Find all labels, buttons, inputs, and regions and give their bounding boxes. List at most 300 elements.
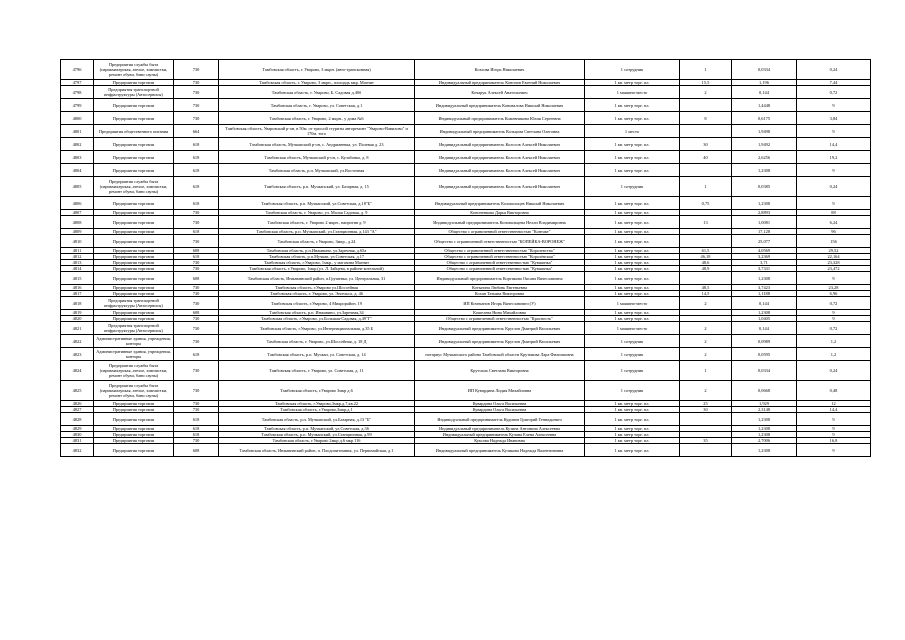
cell-cnt bbox=[680, 444, 732, 457]
cell-code: 730 bbox=[174, 361, 219, 381]
cell-code: 730 bbox=[174, 112, 219, 125]
cell-code: 730 bbox=[174, 86, 219, 99]
cell-type: Предприятия торговли bbox=[94, 285, 174, 291]
cell-id: 4819 bbox=[61, 310, 94, 316]
cell-type: Предприятия торговли bbox=[94, 413, 174, 426]
cell-v2: 1,2 bbox=[797, 335, 871, 348]
cell-code: 618 bbox=[174, 197, 219, 210]
cell-id: 4808 bbox=[61, 216, 94, 229]
cell-cap: 1 кв. метр торг. пл. bbox=[585, 80, 680, 86]
cell-type: Предприятия общественного питания bbox=[94, 125, 174, 138]
cell-addr: Тамбовская область, Мучкапский р-он, с. Кулабовка, д. 8 bbox=[219, 151, 415, 164]
table-row bbox=[61, 86, 871, 99]
cell-v2: 9 bbox=[797, 432, 871, 438]
cell-v2: 0,72 bbox=[797, 297, 871, 310]
cell-v1: 1,2308 bbox=[732, 413, 797, 426]
cell-code: 618 bbox=[174, 164, 219, 177]
cell-cap: 1 кв. метр торг. пл. bbox=[585, 285, 680, 291]
cell-id: 4816 bbox=[61, 285, 94, 291]
cell-type: Предприятия торговли bbox=[94, 164, 174, 177]
cell-v1: 3,7331 bbox=[732, 266, 797, 272]
cell-addr: Тамбовская область, Мучкапский р-он, с. Андрианевка, ул. Полевая д. 23 bbox=[219, 138, 415, 151]
cell-v2: 88 bbox=[797, 210, 871, 216]
cell-id: 4797 bbox=[61, 80, 94, 86]
cell-cap: 1 сотрудник bbox=[585, 381, 680, 401]
cell-addr: Тамбовская область, г. Уварово, Б. Садовая д.40б bbox=[219, 86, 415, 99]
cell-id: 4829 bbox=[61, 426, 94, 432]
cell-owner: Кошелева Нина Михайловна bbox=[415, 310, 585, 316]
cell-v2: 0,72 bbox=[797, 86, 871, 99]
cell-cap: 1 кв. метр торг. пл. bbox=[585, 112, 680, 125]
cell-addr: Тамбовская область, г.Уварово 2мкр д.6 мкр 116 bbox=[219, 438, 415, 444]
cell-type: Предприятия торговли bbox=[94, 316, 174, 322]
cell-type: Предприятия торговли bbox=[94, 197, 174, 210]
cell-v1: 25,077 bbox=[732, 235, 797, 248]
cell-owner: Общество с ограниченной ответственностью "Красность" bbox=[415, 316, 585, 322]
cell-addr: Тамбовская область, г. Уварово 2 мкрн., напротив д. 9 bbox=[219, 216, 415, 229]
cell-addr: Тамбовская область, г.Уварово,3мкр,д.1 bbox=[219, 407, 415, 413]
register-table bbox=[60, 59, 871, 457]
cell-v2: 96 bbox=[797, 229, 871, 235]
cell-code: 730 bbox=[174, 216, 219, 229]
cell-type: Предприятия торговли bbox=[94, 216, 174, 229]
cell-addr: Тамбовская область, р.п. Инжавино, ул.Заречная,34 bbox=[219, 310, 415, 316]
cell-v1: 0,0385 bbox=[732, 177, 797, 197]
table-row bbox=[61, 99, 871, 112]
cell-addr: Тамбовская область, г. Уварово, ул. Советская, д.1 bbox=[219, 99, 415, 112]
table-row bbox=[61, 112, 871, 125]
cell-addr: Тамбовская область, р.п. Мучкапский, ул.Станционная, д.99 bbox=[219, 432, 415, 438]
cell-cap: 1 кв. метр торг. пл. bbox=[585, 438, 680, 444]
cell-cnt bbox=[680, 125, 732, 138]
cell-v2: 14,4 bbox=[797, 407, 871, 413]
cell-v1: 3,71 bbox=[732, 260, 797, 266]
cell-owner: Индивидуальный предприниматель Кудинов Григорий Геннадьевич bbox=[415, 413, 585, 426]
cell-code: 618 bbox=[174, 177, 219, 197]
cell-type: Предприятия торговли bbox=[94, 426, 174, 432]
cell-v1: 2,3148 bbox=[732, 407, 797, 413]
cell-owner: Индивидуальный предприниматель Круглов Дмитрий Васильевич bbox=[415, 335, 585, 348]
cell-code: 618 bbox=[174, 138, 219, 151]
cell-id: 4831 bbox=[61, 438, 94, 444]
table-row bbox=[61, 361, 871, 381]
cell-v2: 9 bbox=[797, 272, 871, 285]
cell-cnt: 35 bbox=[680, 438, 732, 444]
cell-owner: ИП Кочеканов Игорь Вячеславович (У) bbox=[415, 297, 585, 310]
cell-owner: Индивидуальный предприниматель Кононов Евгений Николаевич bbox=[415, 80, 585, 86]
cell-owner: Крутских Светлана Викторовна bbox=[415, 361, 585, 381]
cell-cap: 1 сотрудник bbox=[585, 60, 680, 80]
cell-cap: 1 кв. метр торг. пл. bbox=[585, 316, 680, 322]
cell-v1: 0,0989 bbox=[732, 335, 797, 348]
cell-id: 4799 bbox=[61, 99, 94, 112]
cell-addr: Тамбовская область, р.п.Мучкап, ул.Советская, д.17 bbox=[219, 254, 415, 260]
cell-addr: Тамбовская область, р.п. Мучкапский, ул.Восточная bbox=[219, 164, 415, 177]
cell-owner: ИП Кувардина Лидия Михайловна bbox=[415, 381, 585, 401]
cell-v1: 0,144 bbox=[732, 322, 797, 335]
cell-addr: Тамбовская область, г.Уварово, ул.Большая-Садовая, д.49"Г" bbox=[219, 316, 415, 322]
cell-v2: 9 bbox=[797, 426, 871, 432]
cell-v2: 0,48 bbox=[797, 381, 871, 401]
cell-code: 730 bbox=[174, 210, 219, 216]
cell-cnt: 15,5 bbox=[680, 80, 732, 86]
cell-cap: 1 кв. метр торг. пл. bbox=[585, 235, 680, 248]
cell-v2: 9 bbox=[797, 99, 871, 112]
cell-code: 618 bbox=[174, 426, 219, 432]
cell-id: 4800 bbox=[61, 112, 94, 125]
cell-addr: Тамбовская область, г.Уварово 3мкр д.6 bbox=[219, 381, 415, 401]
cell-owner: Индивидуальный предприниматель Кольцова Светлана Олеговна bbox=[415, 125, 585, 138]
cell-cap: 1 кв. метр торг. пл. bbox=[585, 248, 680, 254]
cell-cnt: 8 bbox=[680, 112, 732, 125]
table-row bbox=[61, 197, 871, 210]
cell-type: Предприятия торговли bbox=[94, 210, 174, 216]
cell-id: 4830 bbox=[61, 432, 94, 438]
cell-addr: Тамбовская область, р.п. Мучкапский, ул. Базарная, д. 15 bbox=[219, 177, 415, 197]
cell-code: 730 bbox=[174, 60, 219, 80]
cell-cap: 1 кв. метр торг. пл. bbox=[585, 210, 680, 216]
cell-cap: 1 кв. метр торг. пл. bbox=[585, 401, 680, 407]
cell-addr: Тамбовская область, г.Уварово ул.Шоссейная bbox=[219, 285, 415, 291]
cell-code: 730 bbox=[174, 291, 219, 297]
cell-owner: Индивидуальный предприниматель Колосов Алексей Николаевич bbox=[415, 151, 585, 164]
cell-code: 730 bbox=[174, 335, 219, 348]
table-row bbox=[61, 235, 871, 248]
cell-owner: Индивидуальный предприниматель Кузина Елена Алексеевна bbox=[415, 432, 585, 438]
cell-type: Предприятия транспортной инфраструктуры (Автосервисы) bbox=[94, 297, 174, 310]
cell-v1: 1,2308 bbox=[732, 426, 797, 432]
cell-addr: Тамбовская область, г. Уварово, ул. Советская, д. 11 bbox=[219, 361, 415, 381]
cell-v1: 1,2308 bbox=[732, 272, 797, 285]
cell-id: 4810 bbox=[61, 235, 94, 248]
cell-v1: 0,0595 bbox=[732, 348, 797, 361]
cell-id: 4809 bbox=[61, 229, 94, 235]
cell-v2: 0,24 bbox=[797, 60, 871, 80]
cell-code: 618 bbox=[174, 413, 219, 426]
cell-code: 618 bbox=[174, 151, 219, 164]
table-row bbox=[61, 272, 871, 285]
table-row bbox=[61, 413, 871, 426]
cell-v1: 1,0405 bbox=[732, 316, 797, 322]
cell-cnt: 14,5 bbox=[680, 291, 732, 297]
cell-cap: 1 машино-место bbox=[585, 86, 680, 99]
cell-v2: 0,72 bbox=[797, 322, 871, 335]
cell-id: 4822 bbox=[61, 335, 94, 348]
cell-id: 4828 bbox=[61, 413, 94, 426]
cell-cap: 1 кв. метр торг. пл. bbox=[585, 164, 680, 177]
cell-cnt: 2 bbox=[680, 335, 732, 348]
cell-code: 618 bbox=[174, 229, 219, 235]
cell-type: Предприятия торговли bbox=[94, 401, 174, 407]
cell-code: 618 bbox=[174, 254, 219, 260]
cell-owner: Индивидуальный предприниматель Коновальцева Нелли Владимировна bbox=[415, 216, 585, 229]
cell-cnt: 2 bbox=[680, 322, 732, 335]
cell-v2: 156 bbox=[797, 235, 871, 248]
cell-owner: Индивидуальный предприниматель Кузина Антонина Алексеевна bbox=[415, 426, 585, 432]
cell-cap: 1 кв. метр торг. пл. bbox=[585, 310, 680, 316]
cell-owner: Общество с ограниченной ответственностью "Королёвская" bbox=[415, 254, 585, 260]
cell-id: 4806 bbox=[61, 197, 94, 210]
cell-code: 730 bbox=[174, 80, 219, 86]
cell-v1: 1,2308 bbox=[732, 197, 797, 210]
cell-code: 730 bbox=[174, 438, 219, 444]
cell-code: 730 bbox=[174, 285, 219, 291]
cell-id: 4821 bbox=[61, 322, 94, 335]
cell-addr: Тамбовская область, р.п. Мучкапский, ул.Станционная, д.143 "А" bbox=[219, 229, 415, 235]
cell-cap: 1 кв. метр торг. пл. bbox=[585, 272, 680, 285]
cell-v2: 9 bbox=[797, 444, 871, 457]
cell-cap: 1 кв. метр торг. пл. bbox=[585, 254, 680, 260]
cell-addr: Тамбовская область, г.Уварово, 1мкр.(ул. Л. Зайцева, в районе котельной) bbox=[219, 266, 415, 272]
table-row bbox=[61, 335, 871, 348]
cell-cap: 1 кв. метр торг. пл. bbox=[585, 229, 680, 235]
cell-code: 730 bbox=[174, 407, 219, 413]
cell-id: 4832 bbox=[61, 444, 94, 457]
cell-cnt bbox=[680, 235, 732, 248]
cell-cap: 1 сотрудник bbox=[585, 335, 680, 348]
cell-v1: 2,8893 bbox=[732, 210, 797, 216]
cell-code: 618 bbox=[174, 348, 219, 361]
cell-owner: Общество с ограниченной ответственностью "Кувшинка" bbox=[415, 260, 585, 266]
cell-cnt: 13 bbox=[680, 216, 732, 229]
cell-type: Предприятия службы быта (парикмахерская, ателье, химчистки, ремонт обуви, бани сауны) bbox=[94, 60, 174, 80]
cell-id: 4815 bbox=[61, 272, 94, 285]
cell-id: 4826 bbox=[61, 401, 94, 407]
cell-cnt: 1 bbox=[680, 361, 732, 381]
cell-type: Предприятия торговли bbox=[94, 432, 174, 438]
cell-v1: 0,0668 bbox=[732, 381, 797, 401]
cell-addr: Тамбовская область, Инжавинский район, п.Грушевка, ул. Центральная, 31 bbox=[219, 272, 415, 285]
cell-v1: 1,196 bbox=[732, 80, 797, 86]
cell-cnt: 2 bbox=[680, 348, 732, 361]
cell-code: 618 bbox=[174, 432, 219, 438]
cell-owner: Общество с ограниченной ответственностью "Королевство" bbox=[415, 248, 585, 254]
cell-type: Предприятия торговли bbox=[94, 254, 174, 260]
cell-cap: 1 кв. метр торг. пл. bbox=[585, 291, 680, 297]
cell-id: 4827 bbox=[61, 407, 94, 413]
cell-cnt: 2 bbox=[680, 297, 732, 310]
cell-id: 4825 bbox=[61, 381, 94, 401]
cell-cnt: 30 bbox=[680, 138, 732, 151]
cell-type: Предприятия торговли bbox=[94, 80, 174, 86]
cell-type: Предприятия торговли bbox=[94, 310, 174, 316]
table-row bbox=[61, 177, 871, 197]
cell-cnt: 48,6 bbox=[680, 260, 732, 266]
cell-addr: Тамбовская область, г. Уварово, ул. Энгельса, д. 46 bbox=[219, 291, 415, 297]
cell-v1: 1,2308 bbox=[732, 444, 797, 457]
cell-id: 4823 bbox=[61, 348, 94, 361]
cell-cap: 1 машино-место bbox=[585, 297, 680, 310]
cell-type: Административные здания, учреждения, конторы bbox=[94, 335, 174, 348]
cell-type: Предприятия торговли bbox=[94, 291, 174, 297]
cell-id: 4802 bbox=[61, 138, 94, 151]
cell-id: 4798 bbox=[61, 86, 94, 99]
cell-v2: 7,44 bbox=[797, 80, 871, 86]
table-row bbox=[61, 164, 871, 177]
cell-id: 4801 bbox=[61, 125, 94, 138]
cell-addr: Тамбовская область, г.Уварово, 1мкр., у магазина Магнит bbox=[219, 260, 415, 266]
cell-code: 608 bbox=[174, 310, 219, 316]
cell-owner: нотариус Мучкапского района Тамбовской области Крутикова Лара Филипповна bbox=[415, 348, 585, 361]
table-row bbox=[61, 348, 871, 361]
cell-type: Предприятия торговли bbox=[94, 151, 174, 164]
cell-cap: 1 кв. метр торг. пл. bbox=[585, 216, 680, 229]
cell-type: Предприятия торговли bbox=[94, 235, 174, 248]
cell-cnt: 48,5 bbox=[680, 285, 732, 291]
cell-v2: 19,2 bbox=[797, 151, 871, 164]
cell-code: 730 bbox=[174, 381, 219, 401]
cell-v2: 0,24 bbox=[797, 361, 871, 381]
cell-owner: Общество с ограниченной ответственностью "КОПЕЙКА-ВОРОНЕЖ" bbox=[415, 235, 585, 248]
cell-id: 4818 bbox=[61, 297, 94, 310]
cell-owner: Индивидуальный предприниматель Колокольцев Николай Николаевич bbox=[415, 197, 585, 210]
cell-cnt: 2 bbox=[680, 86, 732, 99]
cell-owner: Кувардина Ольга Васильевна bbox=[415, 407, 585, 413]
cell-v2: 9 bbox=[797, 164, 871, 177]
cell-v1: 1,9498 bbox=[732, 125, 797, 138]
cell-type: Предприятия торговли bbox=[94, 112, 174, 125]
cell-owner: Котыгина Любовь Евгеньевна bbox=[415, 285, 585, 291]
cell-addr: Тамбовская область, г. Уварово, 2 мкрн., у дома №6 bbox=[219, 112, 415, 125]
cell-type: Предприятия службы быта (парикмахерская, ателье, химчистки, ремонт обуви, бани сауны) bbox=[94, 361, 174, 381]
cell-v2: 23,472 bbox=[797, 266, 871, 272]
cell-code: 664 bbox=[174, 125, 219, 138]
cell-code: 608 bbox=[174, 444, 219, 457]
cell-addr: Тамбовская область, р.п. Мучкап, ул. Советская, д. 14 bbox=[219, 348, 415, 361]
cell-v1: 2,6256 bbox=[732, 151, 797, 164]
cell-v2: 9 bbox=[797, 413, 871, 426]
cell-owner: Кохан Татьяна Викторовна bbox=[415, 291, 585, 297]
cell-v1: 3,2369 bbox=[732, 254, 797, 260]
cell-id: 4814 bbox=[61, 266, 94, 272]
cell-v2: 23,328 bbox=[797, 260, 871, 266]
table-row bbox=[61, 297, 871, 310]
cell-v1: 1,1188 bbox=[732, 291, 797, 297]
table-row bbox=[61, 444, 871, 457]
cell-type: Предприятия службы быта (парикмахерская, ателье, химчистки, ремонт обуви, бани сауны) bbox=[94, 381, 174, 401]
cell-v1: 0,144 bbox=[732, 86, 797, 99]
cell-v2: 9 bbox=[797, 197, 871, 210]
cell-cnt: 61,5 bbox=[680, 248, 732, 254]
cell-cnt bbox=[680, 413, 732, 426]
cell-type: Предприятия торговли bbox=[94, 444, 174, 457]
cell-cap: 1 кв. метр торг. пл. bbox=[585, 444, 680, 457]
cell-cnt: 1 bbox=[680, 60, 732, 80]
cell-cap: 1 кв. метр торг. пл. bbox=[585, 99, 680, 112]
cell-type: Административные здания, учреждения, конторы bbox=[94, 348, 174, 361]
cell-addr: Тамбовская область, г.Уварово,3мкр,д.7,кв.22 bbox=[219, 401, 415, 407]
cell-v1: 17,128 bbox=[732, 229, 797, 235]
cell-v1: 1,2308 bbox=[732, 164, 797, 177]
table-row bbox=[61, 151, 871, 164]
cell-id: 4805 bbox=[61, 177, 94, 197]
cell-code: 730 bbox=[174, 297, 219, 310]
cell-cnt: 48,9 bbox=[680, 266, 732, 272]
cell-v1: 3,7423 bbox=[732, 285, 797, 291]
cell-cap: 1 кв. метр торг. пл. bbox=[585, 426, 680, 432]
cell-cnt bbox=[680, 99, 732, 112]
cell-code: 730 bbox=[174, 99, 219, 112]
cell-owner: Куксова Надежда Ивановна bbox=[415, 438, 585, 444]
cell-owner: Индивидуальный предприниматель Колосов Алексей Николаевич bbox=[415, 177, 585, 197]
cell-type: Предприятия транспортной инфраструктуры (Автосервисы) bbox=[94, 86, 174, 99]
cell-cap: 1 сотрудник bbox=[585, 361, 680, 381]
cell-cap: 1 кв. метр торг. пл. bbox=[585, 260, 680, 266]
cell-addr: Тамбовская область, г.Уварово, ул.Интернациональная, д.35 Б bbox=[219, 322, 415, 335]
cell-v2: 1,2 bbox=[797, 348, 871, 361]
cell-v1: 0,6175 bbox=[732, 112, 797, 125]
cell-cnt: 25 bbox=[680, 401, 732, 407]
cell-cnt: 30 bbox=[680, 407, 732, 413]
cell-owner: Кочарук Алексей Анатольевич bbox=[415, 86, 585, 99]
cell-code: 608 bbox=[174, 248, 219, 254]
cell-v2: 16,8 bbox=[797, 438, 871, 444]
cell-type: Предприятия транспортной инфраструктуры (Автосервисы) bbox=[94, 322, 174, 335]
cell-owner: Индивидуальный предприниматель Колосов Алексей Николаевич bbox=[415, 164, 585, 177]
table-row bbox=[61, 216, 871, 229]
cell-cnt: 0,75 bbox=[680, 197, 732, 210]
table-row bbox=[61, 125, 871, 138]
cell-owner: Общество с ограниченной ответственностью "Кувшинка" bbox=[415, 266, 585, 272]
cell-id: 4804 bbox=[61, 164, 94, 177]
cell-cap: 1 кв. метр торг. пл. bbox=[585, 432, 680, 438]
cell-v1: 4,0569 bbox=[732, 248, 797, 254]
cell-id: 4813 bbox=[61, 260, 94, 266]
table-row bbox=[61, 322, 871, 335]
cell-owner: Индивидуальный предприниматель Куликова Надежда Валентиновна bbox=[415, 444, 585, 457]
cell-type: Предприятия торговли bbox=[94, 138, 174, 151]
cell-id: 4817 bbox=[61, 291, 94, 297]
cell-v2: 6,24 bbox=[797, 216, 871, 229]
cell-v2: 3,84 bbox=[797, 112, 871, 125]
cell-type: Предприятия торговли bbox=[94, 407, 174, 413]
cell-cnt bbox=[680, 164, 732, 177]
cell-cap: 1 кв. метр торг. пл. bbox=[585, 138, 680, 151]
table-body bbox=[61, 60, 871, 457]
cell-v1: 0,144 bbox=[732, 297, 797, 310]
cell-v2: 22,164 bbox=[797, 254, 871, 260]
cell-code: 730 bbox=[174, 260, 219, 266]
cell-id: 4807 bbox=[61, 210, 94, 216]
cell-code: 730 bbox=[174, 266, 219, 272]
cell-v2: 9 bbox=[797, 316, 871, 322]
cell-code: 730 bbox=[174, 401, 219, 407]
cell-v1: 0,0334 bbox=[732, 361, 797, 381]
cell-v2: 23,28 bbox=[797, 285, 871, 291]
table-row bbox=[61, 138, 871, 151]
cell-cap: 1 машино-место bbox=[585, 322, 680, 335]
cell-addr: Тамбовская область, г. Уварово, ул. Малая Садовая, д. 9 bbox=[219, 210, 415, 216]
cell-code: 608 bbox=[174, 272, 219, 285]
cell-addr: Тамбовская область, р.п. Мучкапский, ул.Советская, д.36 bbox=[219, 426, 415, 432]
cell-addr: Тамбовская область, г.Уварово, 4 Микрорайон, 19 bbox=[219, 297, 415, 310]
cell-owner: Кувардина Ольга Васильевна bbox=[415, 401, 585, 407]
cell-v2: 12 bbox=[797, 401, 871, 407]
cell-v1: 2,7006 bbox=[732, 438, 797, 444]
cell-cap: 1 кв. метр торг. пл. bbox=[585, 266, 680, 272]
cell-addr: Тамбовская область, р.п. Мучкапский, ул.Советская, д.18"Б" bbox=[219, 197, 415, 210]
table-row bbox=[61, 381, 871, 401]
cell-type: Предприятия торговли bbox=[94, 272, 174, 285]
cell-v1: 1,4448 bbox=[732, 99, 797, 112]
cell-v1: 1,2308 bbox=[732, 310, 797, 316]
cell-v1: 0,0334 bbox=[732, 60, 797, 80]
cell-type: Предприятия торговли bbox=[94, 438, 174, 444]
cell-id: 4811 bbox=[61, 248, 94, 254]
cell-type: Предприятия торговли bbox=[94, 99, 174, 112]
cell-cap: 1 кв. метр торг. пл. bbox=[585, 197, 680, 210]
table-row bbox=[61, 60, 871, 80]
